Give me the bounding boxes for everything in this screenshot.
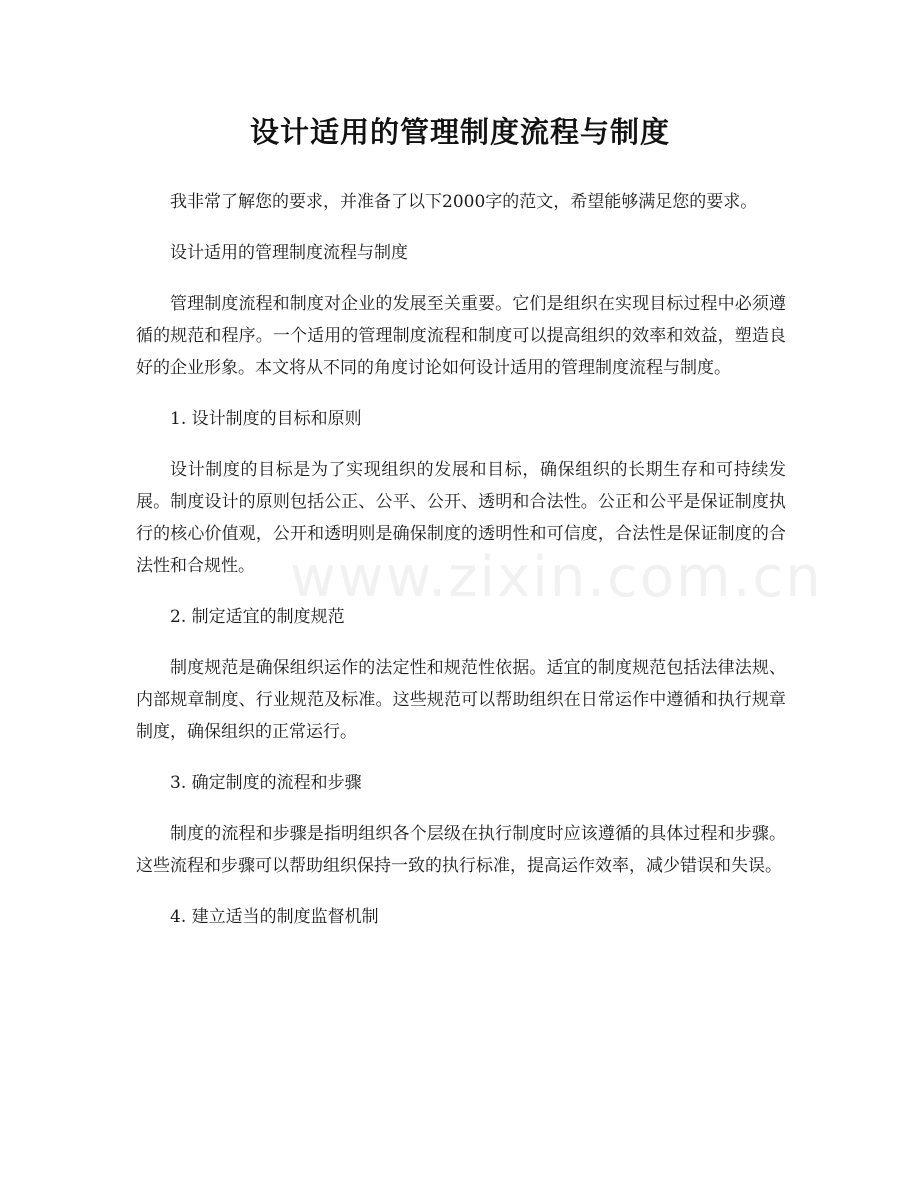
section-heading-4: 4. 建立适当的制度监督机制	[170, 907, 379, 927]
body-paragraph: 制度规范是确保组织运作的法定性和规范性依据。适宜的制度规范包括法律法规、内部规章制度、行业规范及标准。这些规范可以帮助组织在日常运作中遵循和执行规章制度，确保组织的正常运行。	[136, 658, 786, 742]
section-heading-2: 2. 制定适宜的制度规范	[170, 607, 345, 627]
body-paragraph: 管理制度流程和制度对企业的发展至关重要。它们是组织在实现目标过程中必须遵循的规范和程序。一个适用的管理制度流程和制度可以提高组织的效率和效益，塑造良好的企业形象。本文将从不同的角度讨论如何设计适用的管理制度流程与制度。	[136, 294, 786, 378]
body-paragraph: 制度的流程和步骤是指明组织各个层级在执行制度时应该遵循的具体过程和步骤。这些流程和步骤可以帮助组织保持一致的执行标准，提高运作效率，减少错误和失误。	[136, 824, 786, 876]
section-heading-1: 1. 设计制度的目标和原则	[170, 409, 362, 429]
document-body	[136, 186, 786, 952]
body-paragraph: 设计制度的目标是为了实现组织的发展和目标，确保组织的长期生存和可持续发展。制度设计的原则包括公正、公平、公开、透明和合法性。公正和公平是保证制度执行的核心价值观，公开和透明则是确保制度的透明性和可信度，合法性是保证制度的合法性和合规性。	[136, 460, 786, 576]
document-title: 设计适用的管理制度流程与制度	[249, 115, 670, 149]
section-heading-main: 设计适用的管理制度流程与制度	[170, 243, 408, 263]
watermark: www.zixin.com.cn	[290, 545, 823, 610]
intro-paragraph: 我非常了解您的要求，并准备了以下2000字的范文，希望能够满足您的要求。	[170, 192, 758, 212]
section-heading-3: 3. 确定制度的流程和步骤	[170, 773, 362, 793]
